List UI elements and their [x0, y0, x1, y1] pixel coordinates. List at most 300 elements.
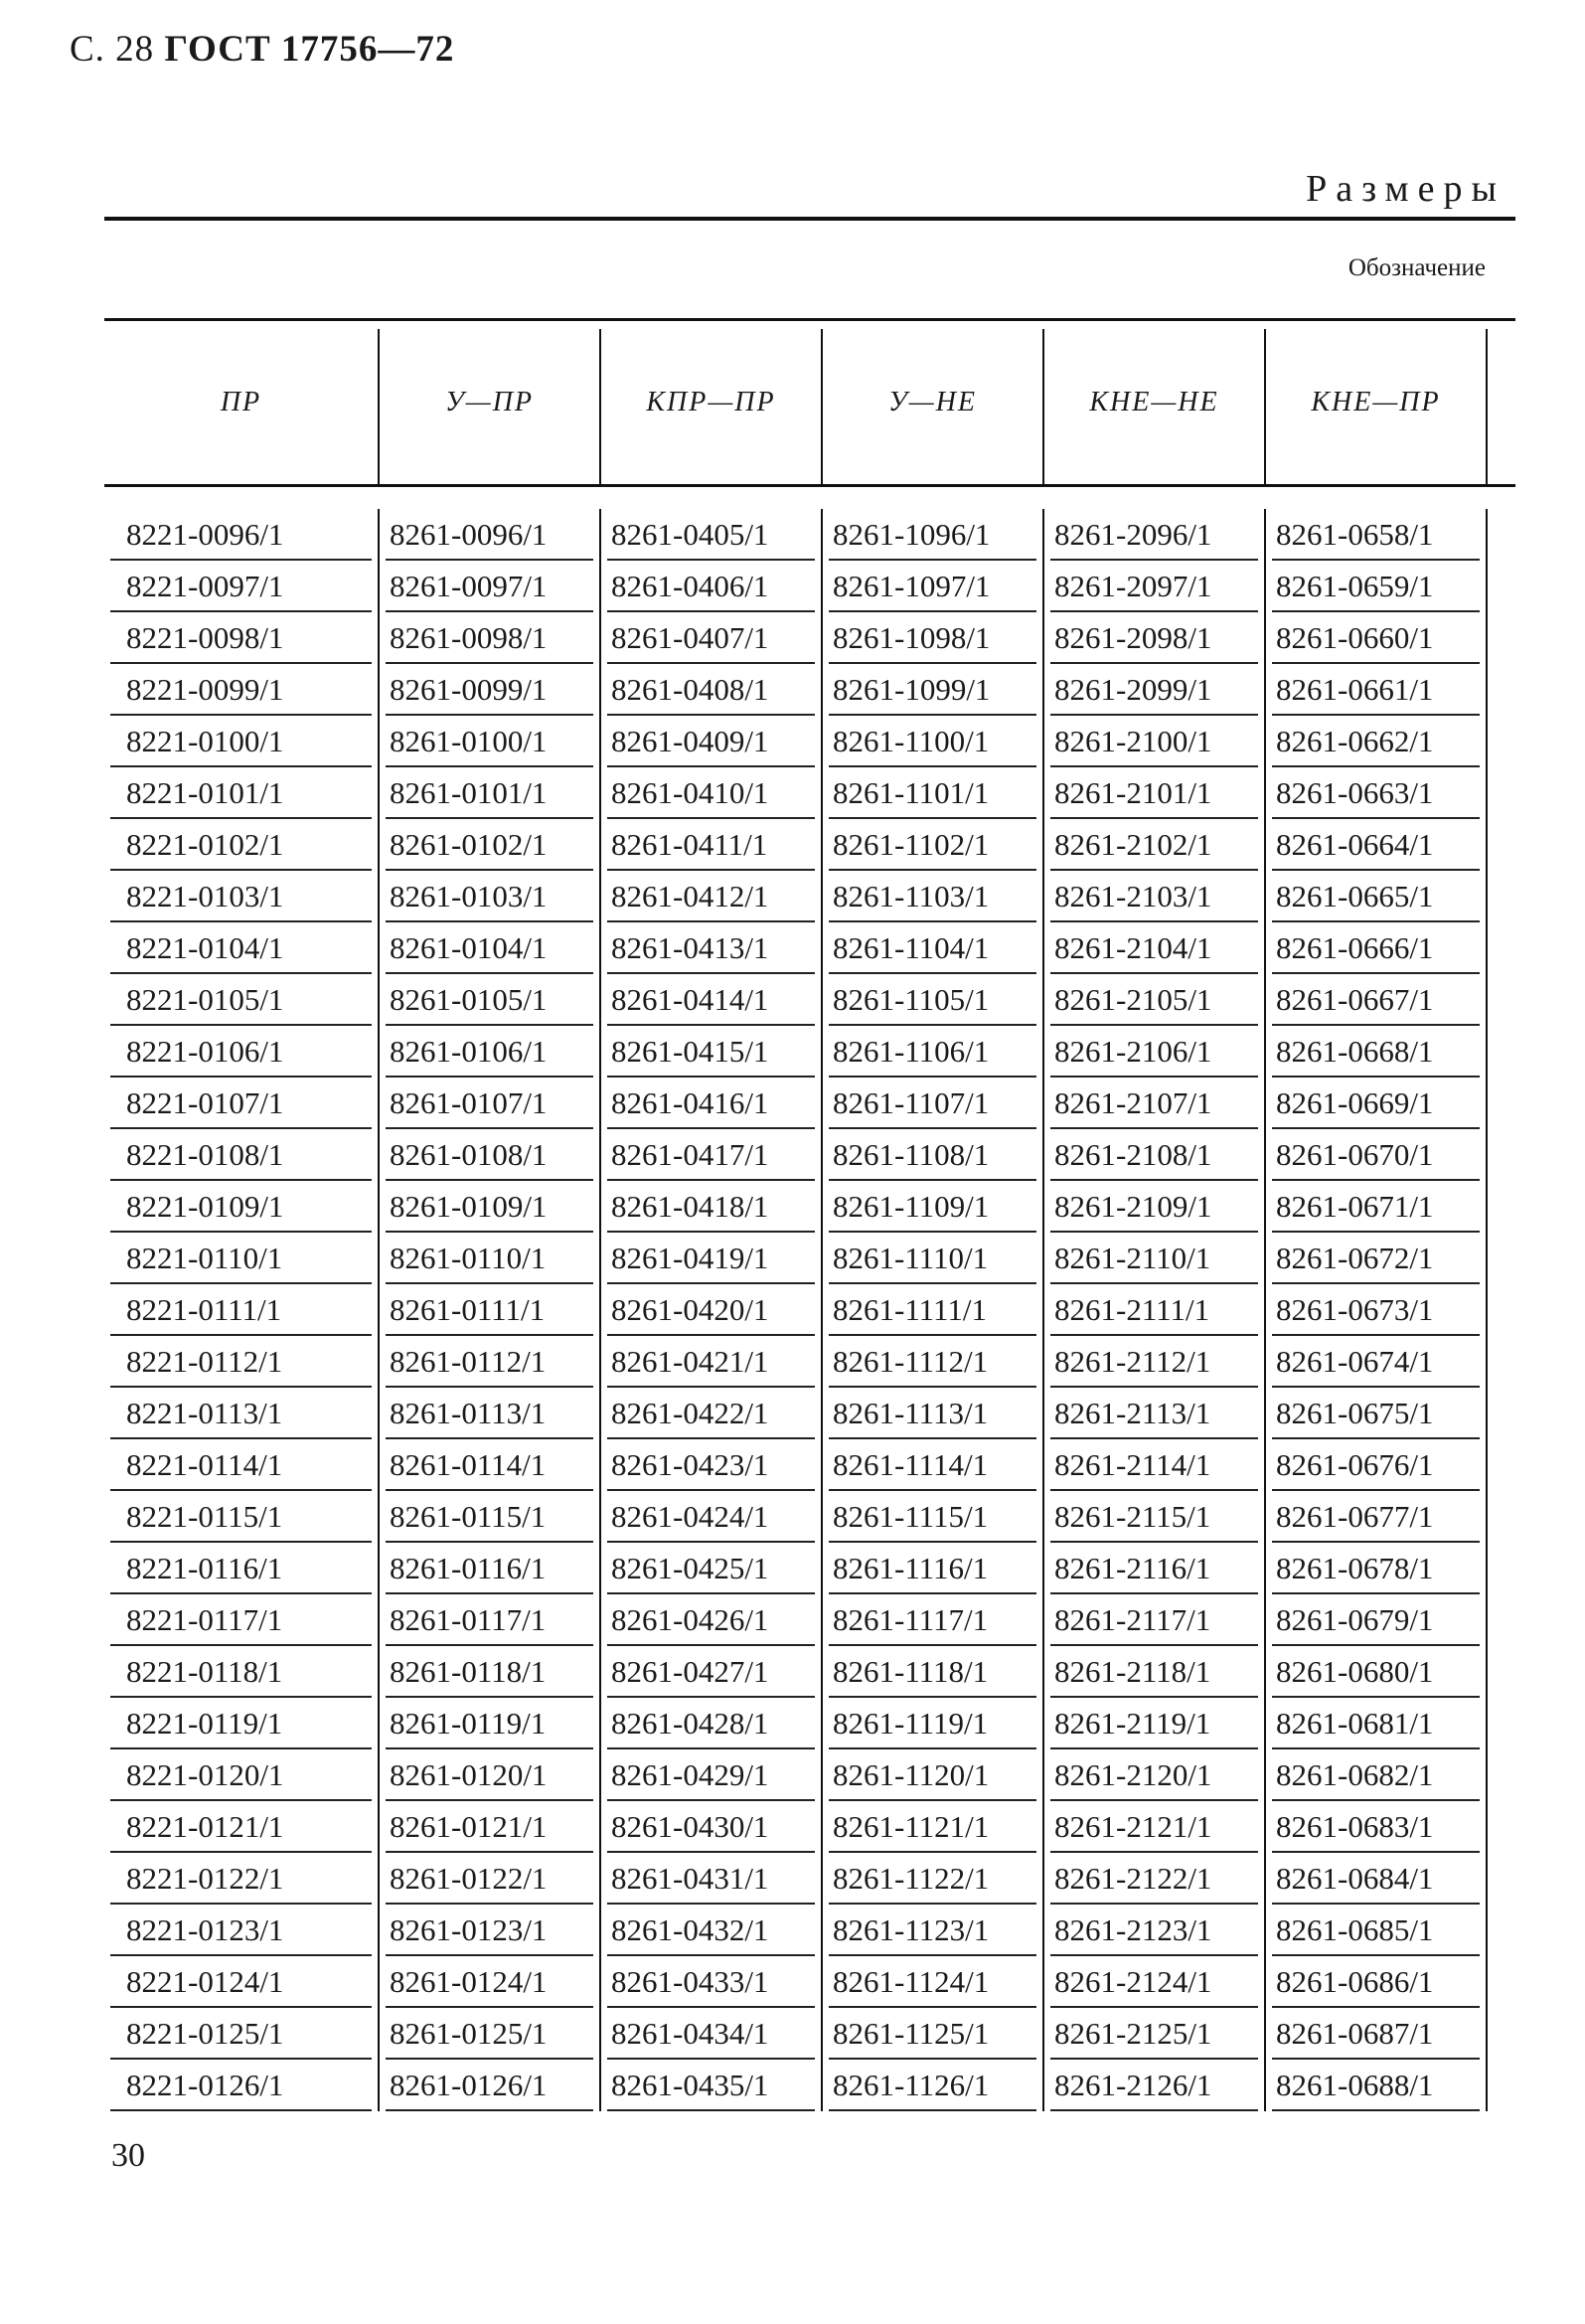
column-divider — [599, 509, 601, 561]
column-divider — [821, 2060, 823, 2111]
column-divider — [599, 1491, 601, 1543]
column-divider — [599, 819, 601, 871]
column-divider — [599, 1284, 601, 1336]
cell-u-ne: 8261-1102/1 — [823, 819, 1042, 871]
cell-kpr-pr: 8261-0406/1 — [601, 561, 821, 612]
cell-kne-pr: 8261-0658/1 — [1266, 509, 1486, 561]
cell-kpr-pr: 8261-0424/1 — [601, 1491, 821, 1543]
cell-kne-ne: 8261-2125/1 — [1044, 2008, 1264, 2060]
column-divider — [821, 1543, 823, 1594]
column-divider — [821, 819, 823, 871]
column-divider — [821, 1801, 823, 1853]
cell-pr: 8221-0116/1 — [104, 1543, 378, 1594]
cell-kne-pr: 8261-0676/1 — [1266, 1439, 1486, 1491]
column-divider — [599, 922, 601, 974]
column-divider — [1264, 1749, 1266, 1801]
column-divider — [1486, 1181, 1488, 1233]
table-row — [104, 1388, 1515, 1439]
column-divider — [378, 1905, 380, 1956]
column-divider — [1264, 1801, 1266, 1853]
designation-subtitle: Обозначение — [1347, 254, 1486, 281]
column-divider — [1042, 1336, 1044, 1388]
cell-u-ne: 8261-1121/1 — [823, 1801, 1042, 1853]
column-divider — [821, 922, 823, 974]
cell-kpr-pr: 8261-0421/1 — [601, 1336, 821, 1388]
column-divider — [1486, 1388, 1488, 1439]
column-divider — [1264, 1181, 1266, 1233]
cell-kne-pr: 8261-0682/1 — [1266, 1749, 1486, 1801]
cell-kne-pr: 8261-0668/1 — [1266, 1026, 1486, 1078]
column-divider — [1042, 819, 1044, 871]
cell-kne-pr: 8261-0659/1 — [1266, 561, 1486, 612]
column-divider — [599, 1439, 601, 1491]
cell-pr: 8221-0115/1 — [104, 1491, 378, 1543]
column-divider — [1042, 1853, 1044, 1905]
cell-u-pr: 8261-0107/1 — [380, 1078, 599, 1129]
column-divider — [1264, 1129, 1266, 1181]
cell-kne-ne: 8261-2119/1 — [1044, 1698, 1264, 1749]
cell-pr: 8221-0105/1 — [104, 974, 378, 1026]
column-divider — [1486, 1905, 1488, 1956]
column-divider — [599, 561, 601, 612]
cell-kne-pr: 8261-0660/1 — [1266, 612, 1486, 664]
cell-kpr-pr: 8261-0410/1 — [601, 767, 821, 819]
column-divider — [378, 716, 380, 767]
column-divider — [1486, 561, 1488, 612]
cell-kne-ne: 8261-2097/1 — [1044, 561, 1264, 612]
cell-u-pr: 8261-0124/1 — [380, 1956, 599, 2008]
column-headers — [104, 321, 1515, 484]
cell-pr: 8221-0113/1 — [104, 1388, 378, 1439]
cell-u-pr: 8261-0102/1 — [380, 819, 599, 871]
section-title: Размеры — [1306, 168, 1506, 210]
column-divider — [1042, 767, 1044, 819]
cell-u-pr: 8261-0123/1 — [380, 1905, 599, 1956]
cell-kne-ne: 8261-2120/1 — [1044, 1749, 1264, 1801]
column-divider — [1042, 561, 1044, 612]
column-divider — [821, 1698, 823, 1749]
cell-u-ne: 8261-1111/1 — [823, 1284, 1042, 1336]
column-divider — [599, 767, 601, 819]
column-divider — [378, 561, 380, 612]
column-divider — [1486, 974, 1488, 1026]
column-divider — [1264, 716, 1266, 767]
table-row — [104, 1078, 1515, 1129]
column-divider — [1486, 509, 1488, 561]
column-divider — [821, 612, 823, 664]
cell-u-pr: 8261-0113/1 — [380, 1388, 599, 1439]
cell-kne-pr: 8261-0673/1 — [1266, 1284, 1486, 1336]
column-divider — [599, 1336, 601, 1388]
cell-kne-pr: 8261-0675/1 — [1266, 1388, 1486, 1439]
column-divider — [821, 1956, 823, 2008]
cell-kne-pr: 8261-0663/1 — [1266, 767, 1486, 819]
column-divider — [1042, 1646, 1044, 1698]
cell-u-ne: 8261-1110/1 — [823, 1233, 1042, 1284]
column-divider — [1042, 1698, 1044, 1749]
cell-pr: 8221-0100/1 — [104, 716, 378, 767]
column-divider — [821, 664, 823, 716]
table-row — [104, 664, 1515, 716]
cell-kpr-pr: 8261-0417/1 — [601, 1129, 821, 1181]
column-divider — [378, 974, 380, 1026]
cell-u-pr: 8261-0111/1 — [380, 1284, 599, 1336]
column-divider — [1042, 1439, 1044, 1491]
column-divider — [1264, 2060, 1266, 2111]
column-divider — [599, 974, 601, 1026]
cell-u-ne: 8261-1100/1 — [823, 716, 1042, 767]
column-divider — [1264, 871, 1266, 922]
column-divider — [1486, 1749, 1488, 1801]
cell-kne-ne: 8261-2126/1 — [1044, 2060, 1264, 2111]
table-row — [104, 974, 1515, 1026]
column-divider — [821, 871, 823, 922]
column-divider — [1486, 1801, 1488, 1853]
cell-pr: 8221-0119/1 — [104, 1698, 378, 1749]
column-divider — [378, 1698, 380, 1749]
column-divider — [821, 1026, 823, 1078]
column-divider — [1042, 1129, 1044, 1181]
cell-u-ne: 8261-1125/1 — [823, 2008, 1042, 2060]
cell-kpr-pr: 8261-0433/1 — [601, 1956, 821, 2008]
cell-kne-ne: 8261-2115/1 — [1044, 1491, 1264, 1543]
table-row — [104, 2060, 1515, 2111]
column-divider — [1264, 819, 1266, 871]
cell-kne-ne: 8261-2098/1 — [1044, 612, 1264, 664]
cell-kpr-pr: 8261-0431/1 — [601, 1853, 821, 1905]
cell-kpr-pr: 8261-0413/1 — [601, 922, 821, 974]
cell-kpr-pr: 8261-0422/1 — [601, 1388, 821, 1439]
cell-kpr-pr: 8261-0430/1 — [601, 1801, 821, 1853]
table-row — [104, 1336, 1515, 1388]
column-divider — [1486, 1646, 1488, 1698]
cell-kpr-pr: 8261-0415/1 — [601, 1026, 821, 1078]
cell-kne-ne: 8261-2096/1 — [1044, 509, 1264, 561]
cell-kne-pr: 8261-0674/1 — [1266, 1336, 1486, 1388]
cell-kne-ne: 8261-2106/1 — [1044, 1026, 1264, 1078]
column-divider — [821, 1646, 823, 1698]
cell-u-pr: 8261-0120/1 — [380, 1749, 599, 1801]
column-divider — [1264, 1388, 1266, 1439]
column-divider — [378, 509, 380, 561]
column-divider — [378, 1284, 380, 1336]
column-divider — [1042, 1543, 1044, 1594]
column-divider — [1264, 1491, 1266, 1543]
cell-pr: 8221-0117/1 — [104, 1594, 378, 1646]
cell-underline — [607, 2109, 815, 2111]
column-divider — [1486, 819, 1488, 871]
column-divider — [821, 1284, 823, 1336]
cell-kne-ne: 8261-2101/1 — [1044, 767, 1264, 819]
cell-pr: 8221-0120/1 — [104, 1749, 378, 1801]
column-divider — [599, 664, 601, 716]
cell-kne-pr: 8261-0684/1 — [1266, 1853, 1486, 1905]
cell-kne-ne: 8261-2116/1 — [1044, 1543, 1264, 1594]
cell-kne-ne: 8261-2123/1 — [1044, 1905, 1264, 1956]
cell-u-ne: 8261-1124/1 — [823, 1956, 1042, 2008]
column-divider — [599, 2008, 601, 2060]
cell-underline — [386, 2109, 593, 2111]
cell-kpr-pr: 8261-0432/1 — [601, 1905, 821, 1956]
cell-kne-ne: 8261-2114/1 — [1044, 1439, 1264, 1491]
table-row — [104, 561, 1515, 612]
column-divider — [378, 1336, 380, 1388]
column-divider — [1042, 612, 1044, 664]
column-divider — [1264, 612, 1266, 664]
column-divider — [821, 1388, 823, 1439]
column-divider — [1486, 329, 1488, 484]
cell-pr: 8221-0123/1 — [104, 1905, 378, 1956]
column-divider — [1486, 922, 1488, 974]
column-divider — [378, 2060, 380, 2111]
column-divider — [1264, 2008, 1266, 2060]
column-divider — [378, 1594, 380, 1646]
cell-kne-pr: 8261-0685/1 — [1266, 1905, 1486, 1956]
cell-kpr-pr: 8261-0435/1 — [601, 2060, 821, 2111]
cell-kne-pr: 8261-0661/1 — [1266, 664, 1486, 716]
cell-kne-pr: 8261-0687/1 — [1266, 2008, 1486, 2060]
cell-pr: 8221-0098/1 — [104, 612, 378, 664]
column-divider — [599, 1233, 601, 1284]
column-divider — [1042, 1956, 1044, 2008]
column-divider — [1486, 1698, 1488, 1749]
column-divider — [599, 1543, 601, 1594]
column-divider — [1264, 1284, 1266, 1336]
column-divider — [1486, 1439, 1488, 1491]
column-divider — [378, 1439, 380, 1491]
column-divider — [1042, 664, 1044, 716]
column-divider — [821, 1078, 823, 1129]
cell-pr: 8221-0097/1 — [104, 561, 378, 612]
cell-u-ne: 8261-1101/1 — [823, 767, 1042, 819]
table-row — [104, 716, 1515, 767]
cell-underline — [1050, 2109, 1258, 2111]
cell-u-pr: 8261-0109/1 — [380, 1181, 599, 1233]
cell-u-pr: 8261-0126/1 — [380, 2060, 599, 2111]
table-row — [104, 1698, 1515, 1749]
column-divider — [1264, 1594, 1266, 1646]
cell-u-pr: 8261-0121/1 — [380, 1801, 599, 1853]
cell-kne-ne: 8261-2110/1 — [1044, 1233, 1264, 1284]
cell-kpr-pr: 8261-0408/1 — [601, 664, 821, 716]
column-divider — [599, 1749, 601, 1801]
cell-u-ne: 8261-1107/1 — [823, 1078, 1042, 1129]
column-divider — [1486, 1853, 1488, 1905]
column-divider — [1486, 1284, 1488, 1336]
column-divider — [599, 1594, 601, 1646]
table-row — [104, 1853, 1515, 1905]
cell-u-ne: 8261-1109/1 — [823, 1181, 1042, 1233]
cell-pr: 8221-0122/1 — [104, 1853, 378, 1905]
cell-pr: 8221-0108/1 — [104, 1129, 378, 1181]
column-divider — [1042, 1388, 1044, 1439]
cell-kpr-pr: 8261-0411/1 — [601, 819, 821, 871]
cell-pr: 8221-0106/1 — [104, 1026, 378, 1078]
cell-kne-ne: 8261-2099/1 — [1044, 664, 1264, 716]
cell-u-pr: 8261-0110/1 — [380, 1233, 599, 1284]
column-divider — [599, 716, 601, 767]
table-row — [104, 1129, 1515, 1181]
column-divider — [1264, 1078, 1266, 1129]
cell-u-pr: 8261-0101/1 — [380, 767, 599, 819]
cell-u-ne: 8261-1122/1 — [823, 1853, 1042, 1905]
page-header — [70, 28, 454, 71]
designation-table — [104, 509, 1515, 2111]
cell-kpr-pr: 8261-0407/1 — [601, 612, 821, 664]
column-divider — [599, 871, 601, 922]
table-row — [104, 612, 1515, 664]
column-divider — [378, 922, 380, 974]
cell-u-ne: 8261-1126/1 — [823, 2060, 1042, 2111]
cell-kne-pr: 8261-0686/1 — [1266, 1956, 1486, 2008]
cell-kne-pr: 8261-0670/1 — [1266, 1129, 1486, 1181]
cell-u-ne: 8261-1123/1 — [823, 1905, 1042, 1956]
column-divider — [1042, 1491, 1044, 1543]
column-divider — [1486, 1129, 1488, 1181]
column-divider — [821, 1749, 823, 1801]
cell-pr: 8221-0109/1 — [104, 1181, 378, 1233]
column-divider — [1486, 1336, 1488, 1388]
column-divider — [599, 1698, 601, 1749]
table-row — [104, 1491, 1515, 1543]
cell-kne-pr: 8261-0672/1 — [1266, 1233, 1486, 1284]
column-divider — [1042, 1749, 1044, 1801]
cell-pr: 8221-0114/1 — [104, 1439, 378, 1491]
cell-u-ne: 8261-1096/1 — [823, 509, 1042, 561]
column-divider — [378, 1181, 380, 1233]
cell-kne-ne: 8261-2100/1 — [1044, 716, 1264, 767]
column-header-kne-ne: КНЕ—НЕ — [1089, 387, 1219, 417]
column-divider — [1042, 1801, 1044, 1853]
cell-u-pr: 8261-0100/1 — [380, 716, 599, 767]
cell-pr: 8221-0111/1 — [104, 1284, 378, 1336]
column-divider — [378, 1801, 380, 1853]
cell-kpr-pr: 8261-0419/1 — [601, 1233, 821, 1284]
cell-u-pr: 8261-0125/1 — [380, 2008, 599, 2060]
column-divider — [1264, 1853, 1266, 1905]
column-divider — [1264, 1956, 1266, 2008]
column-divider — [378, 1956, 380, 2008]
table-row — [104, 509, 1515, 561]
column-divider — [1042, 1181, 1044, 1233]
cell-u-ne: 8261-1104/1 — [823, 922, 1042, 974]
cell-pr: 8221-0101/1 — [104, 767, 378, 819]
column-header-kpr-pr: КПР—ПР — [646, 387, 776, 417]
cell-kne-ne: 8261-2112/1 — [1044, 1336, 1264, 1388]
cell-u-ne: 8261-1103/1 — [823, 871, 1042, 922]
column-divider — [1264, 767, 1266, 819]
cell-kpr-pr: 8261-0425/1 — [601, 1543, 821, 1594]
column-divider — [1264, 1336, 1266, 1388]
cell-u-pr: 8261-0103/1 — [380, 871, 599, 922]
column-divider — [821, 2008, 823, 2060]
column-divider — [1264, 1026, 1266, 1078]
cell-kne-pr: 8261-0681/1 — [1266, 1698, 1486, 1749]
column-divider — [821, 716, 823, 767]
cell-pr: 8221-0102/1 — [104, 819, 378, 871]
column-divider — [378, 612, 380, 664]
cell-u-ne: 8261-1120/1 — [823, 1749, 1042, 1801]
cell-pr: 8221-0104/1 — [104, 922, 378, 974]
column-divider — [599, 612, 601, 664]
column-divider — [821, 509, 823, 561]
column-divider — [821, 1905, 823, 1956]
column-divider — [1042, 974, 1044, 1026]
cell-kne-ne: 8261-2121/1 — [1044, 1801, 1264, 1853]
column-divider — [378, 1646, 380, 1698]
column-divider — [1486, 716, 1488, 767]
column-divider — [821, 1233, 823, 1284]
column-divider — [1486, 1078, 1488, 1129]
column-divider — [1486, 1543, 1488, 1594]
cell-u-ne: 8261-1116/1 — [823, 1543, 1042, 1594]
column-divider — [378, 1749, 380, 1801]
cell-kpr-pr: 8261-0428/1 — [601, 1698, 821, 1749]
column-divider — [599, 1078, 601, 1129]
cell-u-ne: 8261-1097/1 — [823, 561, 1042, 612]
cell-u-pr: 8261-0122/1 — [380, 1853, 599, 1905]
column-divider — [599, 1129, 601, 1181]
column-divider — [1264, 664, 1266, 716]
cell-pr: 8221-0118/1 — [104, 1646, 378, 1698]
cell-u-ne: 8261-1118/1 — [823, 1646, 1042, 1698]
cell-u-pr: 8261-0098/1 — [380, 612, 599, 664]
cell-u-pr: 8261-0097/1 — [380, 561, 599, 612]
column-divider — [378, 1543, 380, 1594]
cell-kne-ne: 8261-2103/1 — [1044, 871, 1264, 922]
column-divider — [599, 1026, 601, 1078]
column-divider — [1042, 1594, 1044, 1646]
cell-kne-ne: 8261-2113/1 — [1044, 1388, 1264, 1439]
column-divider — [1486, 2008, 1488, 2060]
cell-kne-ne: 8261-2104/1 — [1044, 922, 1264, 974]
cell-u-pr: 8261-0096/1 — [380, 509, 599, 561]
cell-kpr-pr: 8261-0427/1 — [601, 1646, 821, 1698]
cell-kpr-pr: 8261-0423/1 — [601, 1439, 821, 1491]
column-divider — [1486, 612, 1488, 664]
cell-kne-pr: 8261-0678/1 — [1266, 1543, 1486, 1594]
column-divider — [1264, 1698, 1266, 1749]
column-divider — [821, 1594, 823, 1646]
table-row — [104, 871, 1515, 922]
cell-u-pr: 8261-0099/1 — [380, 664, 599, 716]
top-rule — [104, 217, 1515, 221]
table-row — [104, 1646, 1515, 1698]
column-header-kne-pr: КНЕ—ПР — [1311, 387, 1441, 417]
cell-pr: 8221-0126/1 — [104, 2060, 378, 2111]
column-divider — [1486, 871, 1488, 922]
cell-kne-pr: 8261-0677/1 — [1266, 1491, 1486, 1543]
cell-kpr-pr: 8261-0429/1 — [601, 1749, 821, 1801]
cell-pr: 8221-0125/1 — [104, 2008, 378, 2060]
column-divider — [599, 1388, 601, 1439]
cell-pr: 8221-0099/1 — [104, 664, 378, 716]
table-row — [104, 1439, 1515, 1491]
cell-kpr-pr: 8261-0420/1 — [601, 1284, 821, 1336]
table-row — [104, 922, 1515, 974]
column-divider — [1486, 767, 1488, 819]
page-number: 30 — [111, 2137, 145, 2174]
column-divider — [599, 1801, 601, 1853]
column-divider — [821, 1181, 823, 1233]
column-divider — [378, 767, 380, 819]
column-divider — [1486, 1233, 1488, 1284]
column-header-u-ne: У—НЕ — [887, 387, 978, 417]
column-divider — [378, 1388, 380, 1439]
cell-kne-ne: 8261-2117/1 — [1044, 1594, 1264, 1646]
cell-kne-pr: 8261-0665/1 — [1266, 871, 1486, 922]
column-divider — [1042, 2008, 1044, 2060]
